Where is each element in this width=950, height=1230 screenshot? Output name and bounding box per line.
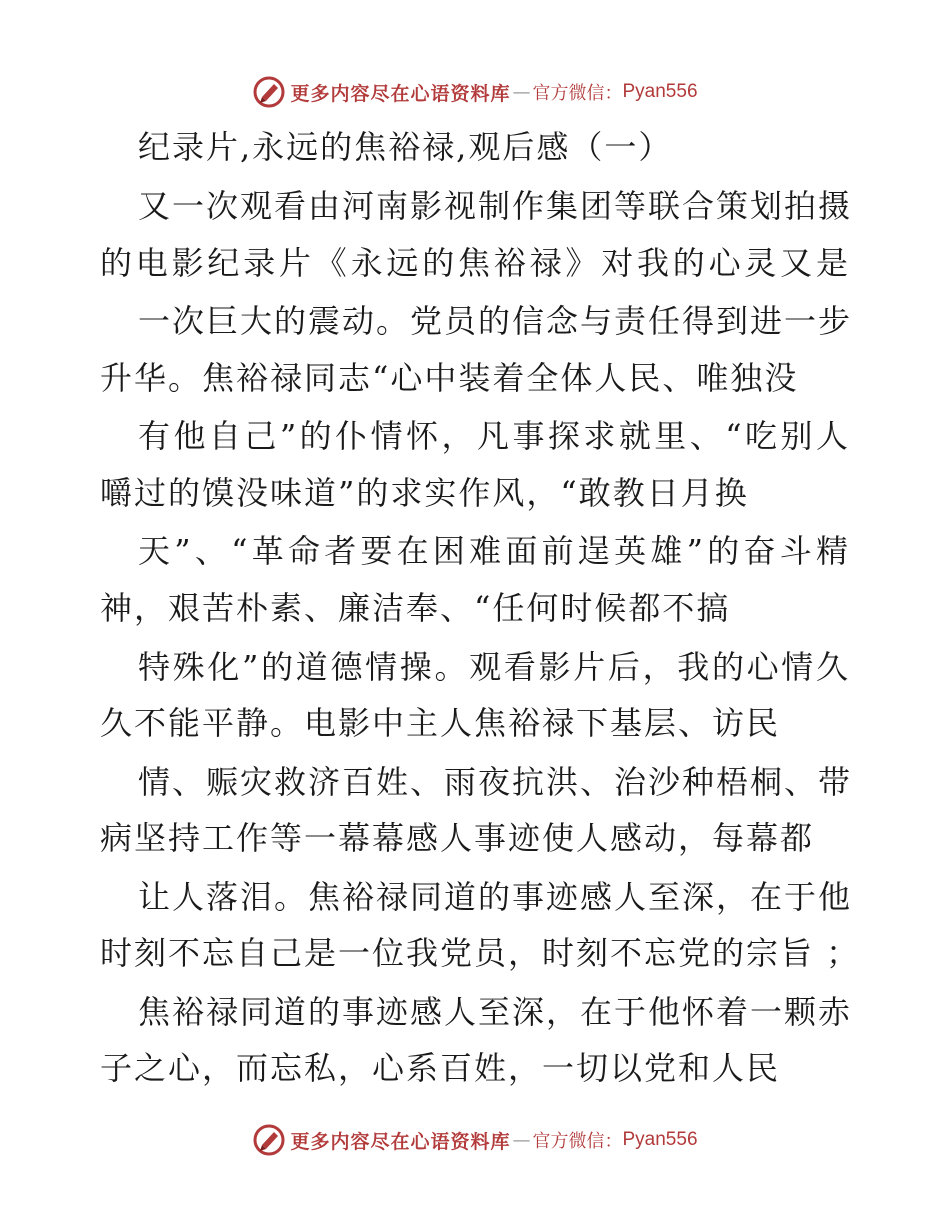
paragraph-line: 又一次观看由河南影视制作集团等联合策划拍摄: [138, 187, 853, 225]
paragraph-line: 子之心，而忘私，心系百姓，一切以党和人民: [100, 1049, 781, 1087]
paragraph-line: 让人落泪。焦裕禄同道的事迹感人至深，在于他: [138, 878, 853, 916]
watermark-label: 官方微信：: [532, 1131, 623, 1152]
watermark-label: 官方微信：: [532, 83, 623, 104]
paragraph-line: 升华。焦裕禄同志“心中装着全体人民、唯独没: [100, 359, 799, 397]
paragraph-line: 焦裕禄同道的事迹感人至深，在于他怀着一颗赤: [138, 993, 853, 1031]
document-title: 纪录片,永远的焦裕禄,观后感（一）: [138, 128, 673, 166]
paragraph-line: 嚼过的馍没味道”的求实作风，“敢教日月换: [100, 474, 749, 512]
watermark-footer: [0, 1120, 950, 1160]
pen-logo-icon: [252, 75, 286, 109]
paragraph-line: 神，艰苦朴素、廉洁奉、“任何时候都不搞: [100, 589, 731, 627]
paragraph-line: 久不能平静。电影中主人焦裕禄下基层、访民: [100, 704, 781, 742]
paragraph-line: 有他自己”的仆情怀，凡事探求就里、“吃别人: [138, 417, 850, 455]
pen-logo-icon: [252, 1123, 286, 1157]
paragraph-line: 情、赈灾救济百姓、雨夜抗洪、治沙种梧桐、带: [138, 763, 853, 801]
watermark-wechat-id: Pyan556: [622, 81, 698, 102]
paragraph-line: 病坚持工作等一幕幕感人事迹使人感动，每幕都: [100, 819, 815, 857]
paragraph-line: 天”、“革命者要在困难面前逞英雄”的奋斗精: [138, 532, 850, 570]
watermark-dash: —: [512, 81, 531, 103]
watermark-dash: —: [512, 1129, 531, 1151]
paragraph-line: 特殊化”的道德情操。观看影片后，我的心情久: [138, 648, 850, 686]
paragraph-line: 一次巨大的震动。党员的信念与责任得到进一步: [138, 302, 853, 340]
watermark-main-text: 更多内容尽在心语资料库: [290, 82, 511, 105]
paragraph-line: 的电影纪录片《永远的焦裕禄》对我的心灵又是: [100, 244, 850, 282]
watermark-header: [0, 72, 950, 112]
watermark-main-text: 更多内容尽在心语资料库: [290, 1130, 511, 1153]
paragraph-line: 时刻不忘自己是一位我党员，时刻不忘党的宗旨 ；: [100, 934, 861, 972]
watermark-wechat-id: Pyan556: [622, 1129, 698, 1150]
